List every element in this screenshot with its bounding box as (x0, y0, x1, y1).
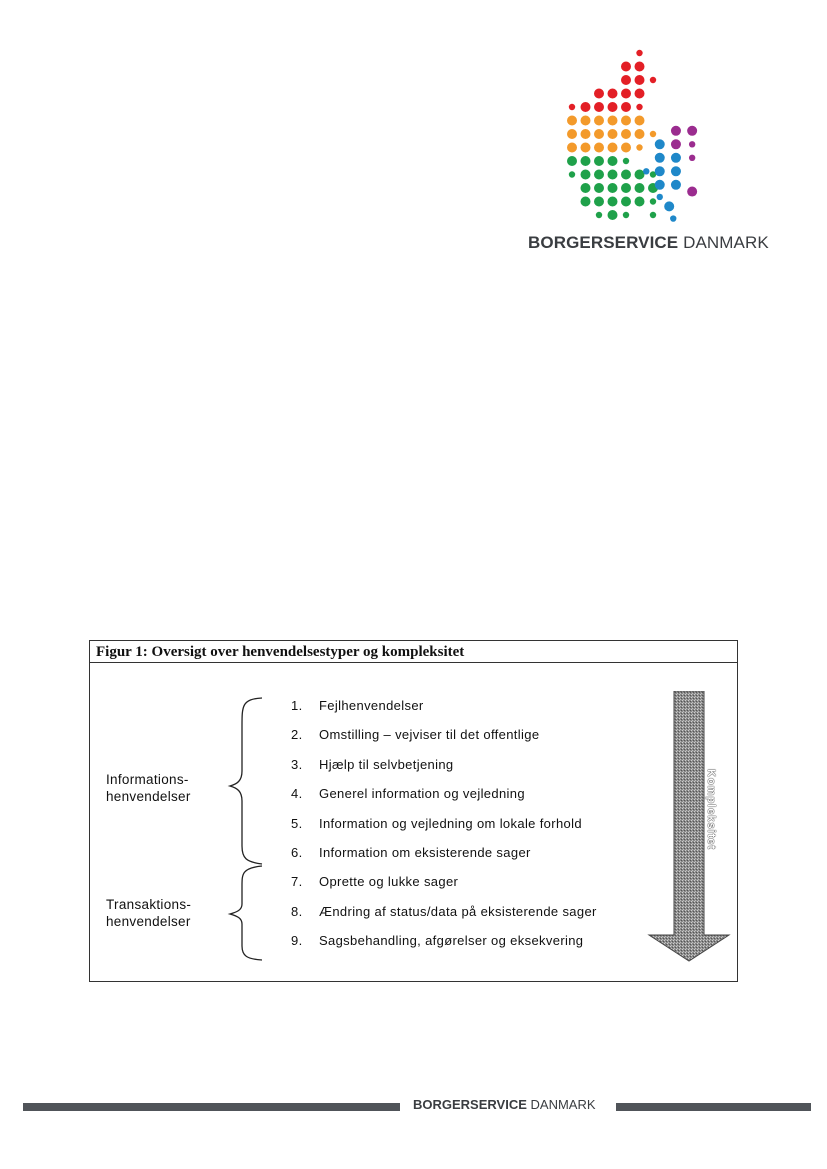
brackets (222, 696, 267, 964)
dotted-denmark-logo-graphic (564, 45, 724, 225)
footer-brand-regular: DANMARK (530, 1097, 596, 1112)
logo-dot (671, 139, 681, 149)
logo-dot (636, 104, 642, 110)
logo-dot (567, 156, 577, 166)
logo-dot (621, 62, 631, 72)
logo-wordmark (528, 233, 769, 253)
logo (524, 40, 769, 260)
logo-dot (687, 126, 697, 136)
information-brace (230, 698, 262, 864)
list-item-text: Omstilling – vejviser til det offentlige (319, 727, 540, 743)
list-item-number: 4. (291, 786, 303, 802)
logo-dot (621, 116, 631, 126)
list-item-text: Information om eksisterende sager (319, 845, 531, 860)
logo-dot (608, 183, 618, 193)
list-item-text: Fejlhenvendelser (319, 698, 424, 713)
logo-dot (655, 153, 665, 163)
complexity-arrow (646, 691, 732, 963)
logo-dot (636, 144, 642, 150)
logo-dot (608, 102, 618, 112)
group-label-line: henvendelser (106, 914, 191, 929)
logo-dot (636, 50, 642, 56)
list-item-number: 7. (291, 874, 303, 890)
logo-dot (567, 143, 577, 153)
logo-dot (671, 153, 681, 163)
logo-dot (581, 197, 591, 207)
logo-dot (657, 194, 663, 200)
list-item-text: Information og vejledning om lokale forhold (319, 815, 582, 831)
logo-dot (569, 104, 575, 110)
logo-dot (581, 116, 591, 126)
arrow-label: Kompleksitet (705, 769, 717, 851)
logo-dot (635, 197, 645, 207)
logo-dot (596, 212, 602, 218)
footer-bar-right (616, 1103, 811, 1111)
logo-dot (608, 129, 618, 139)
logo-dot (635, 116, 645, 126)
list-item-text: Hjælp til selvbetjening (319, 756, 454, 772)
footer-wordmark (413, 1097, 596, 1112)
logo-dot (655, 139, 665, 149)
logo-dot (608, 143, 618, 153)
logo-dot (594, 156, 604, 166)
logo-dot (621, 102, 631, 112)
logo-dot (621, 89, 631, 99)
logo-dot (581, 156, 591, 166)
footer-brand-bold: BORGERSERVICE (413, 1097, 527, 1112)
logo-dot (567, 116, 577, 126)
logo-dot (650, 77, 656, 83)
transaction-brace (230, 866, 262, 960)
list-item-text: Generel information og vejledning (319, 786, 525, 802)
logo-dot (594, 197, 604, 207)
logo-dot (635, 75, 645, 85)
logo-dot (594, 102, 604, 112)
logo-dot (671, 180, 681, 190)
logo-dot (655, 180, 665, 190)
footer-bar-left (23, 1103, 400, 1111)
logo-brand-bold: BORGERSERVICE (528, 233, 679, 252)
logo-dot (635, 89, 645, 99)
logo-dot (581, 102, 591, 112)
logo-dot (594, 129, 604, 139)
page-footer (0, 1096, 827, 1118)
group-label-line: henvendelser (106, 789, 191, 804)
list-item-number: 3. (291, 756, 303, 772)
logo-dot (594, 143, 604, 153)
logo-dot (621, 170, 631, 180)
logo-dot (670, 215, 676, 221)
logo-dot (687, 187, 697, 197)
logo-dot (567, 129, 577, 139)
logo-dot (689, 155, 695, 161)
logo-dot (664, 201, 674, 211)
logo-dot (621, 143, 631, 153)
group-label-line: Informations- (106, 772, 189, 787)
logo-dot (621, 75, 631, 85)
figure-box (89, 640, 738, 982)
list-item-text: Oprette og lukke sager (319, 874, 459, 890)
logo-dot (650, 212, 656, 218)
logo-dot (608, 89, 618, 99)
logo-dot (650, 131, 656, 137)
logo-dot (608, 116, 618, 126)
logo-dot (623, 212, 629, 218)
logo-dot (608, 197, 618, 207)
list-item-text: Ændring af status/data på eksisterende sager (319, 903, 597, 919)
logo-dot (689, 141, 695, 147)
logo-dot (594, 89, 604, 99)
logo-dot (569, 171, 575, 177)
list-item-number: 6. (291, 845, 303, 860)
list-item-number: 2. (291, 727, 303, 743)
logo-dot (635, 183, 645, 193)
logo-brand-regular: DANMARK (683, 233, 769, 252)
list-item-number: 9. (291, 933, 303, 949)
logo-dot (594, 183, 604, 193)
logo-dot (581, 183, 591, 193)
list-item-number: 8. (291, 903, 303, 919)
list-item-number: 1. (291, 698, 303, 713)
list-item-text: Sagsbehandling, afgørelser og eksekvering (319, 933, 584, 949)
logo-dot (594, 170, 604, 180)
logo-dot (623, 158, 629, 164)
logo-dot (671, 166, 681, 176)
logo-dot (643, 168, 649, 174)
logo-dot (581, 129, 591, 139)
logo-dot (621, 129, 631, 139)
group-label-transaction (106, 896, 191, 930)
logo-dot (581, 143, 591, 153)
logo-dot (655, 166, 665, 176)
group-label-line: Transaktions- (106, 897, 192, 912)
logo-dot (608, 170, 618, 180)
logo-dot (608, 156, 618, 166)
logo-dot (635, 129, 645, 139)
logo-dot (594, 116, 604, 126)
logo-dot (671, 126, 681, 136)
logo-dot (608, 210, 618, 220)
list-item-number: 5. (291, 815, 303, 831)
logo-dot (635, 170, 645, 180)
logo-dot (650, 198, 656, 204)
group-label-information (106, 771, 191, 805)
logo-dot (621, 197, 631, 207)
logo-dot (621, 183, 631, 193)
logo-dot (635, 62, 645, 72)
figure-title: Figur 1: Oversigt over henvendelsestyper og kompleksitet (90, 641, 737, 663)
logo-dot (581, 170, 591, 180)
